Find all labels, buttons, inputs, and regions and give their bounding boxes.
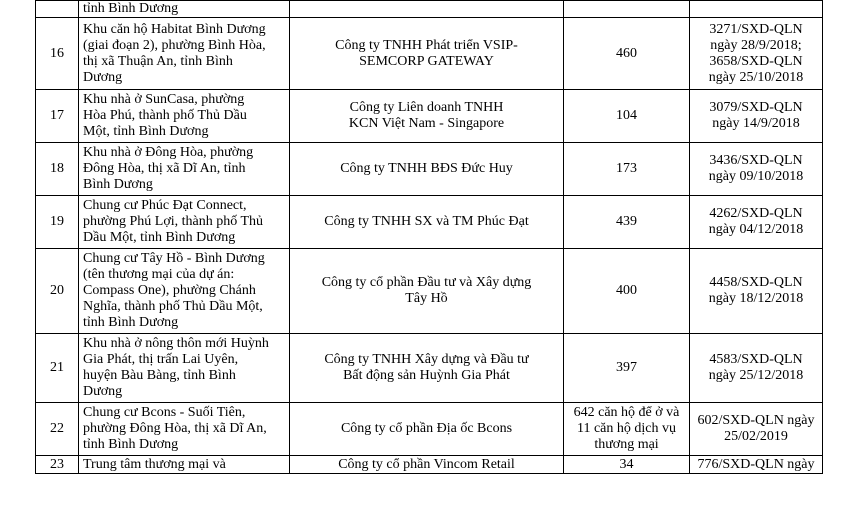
- units-cell: [564, 334, 690, 403]
- document-cell: [690, 90, 823, 143]
- investor-cell: [290, 18, 564, 90]
- project-name-line: Gia Phát, thị trấn Lai Uyên,: [83, 352, 239, 367]
- investor-cell: [290, 1, 564, 18]
- units-value: 400: [616, 283, 637, 298]
- project-name-line: Dương: [83, 69, 123, 85]
- document-line: 25/02/2019: [724, 429, 788, 444]
- project-name-line: Khu nhà ở nông thôn mới Huỳnh: [83, 336, 269, 351]
- project-name-cell: [79, 143, 290, 196]
- document-line: ngày 18/12/2018: [708, 291, 804, 306]
- project-name-continuation: tỉnh Bình Dương: [83, 1, 179, 16]
- project-name-line: Dương: [83, 384, 123, 399]
- units-cell: [564, 456, 690, 474]
- document-line: ngày 25/12/2018: [708, 368, 804, 383]
- investor-line: Tây Hồ: [405, 291, 448, 306]
- row-number: 16: [36, 18, 79, 90]
- table-row: [36, 90, 823, 143]
- investor-line: KCN Việt Nam - Singapore: [348, 116, 505, 131]
- table-row: [36, 334, 823, 403]
- project-name-cell: [79, 196, 290, 249]
- document-cell: [690, 143, 823, 196]
- units-cell: [564, 90, 690, 143]
- project-name-line: huyện Bàu Bàng, tỉnh Bình: [83, 368, 236, 383]
- project-name-line: phường Đông Hòa, thị xã Dĩ An,: [83, 421, 267, 436]
- row-number: 19: [36, 196, 79, 249]
- units-value: 439: [616, 214, 637, 229]
- units-line: 642 căn hộ để ở và: [573, 405, 680, 420]
- investor-cell: [290, 196, 564, 249]
- table-row: [36, 456, 823, 474]
- table-row: [36, 18, 823, 90]
- table-row: [36, 403, 823, 456]
- investor-line: Công ty TNHH SX và TM Phúc Đạt: [324, 214, 529, 229]
- investor-cell: [290, 90, 564, 143]
- document-line: 602/SXD-QLN ngày: [697, 413, 815, 428]
- project-name-line: Đông Hòa, thị xã Dĩ An, tỉnh: [83, 161, 246, 176]
- row-number: 18: [36, 143, 79, 196]
- document-line: 3079/SXD-QLN: [709, 100, 803, 115]
- units-cell: [564, 249, 690, 334]
- project-name-line: Dầu Một, tỉnh Bình Dương: [83, 230, 236, 245]
- document-cell: [690, 18, 823, 90]
- project-name-cell: [79, 456, 290, 474]
- row-number: 17: [36, 90, 79, 143]
- document-line: ngày 09/10/2018: [708, 169, 804, 184]
- project-name-cell: [79, 18, 290, 90]
- document-cell: [690, 403, 823, 456]
- document-line: 4458/SXD-QLN: [709, 275, 803, 290]
- investor-cell: [290, 334, 564, 403]
- document-cell: [690, 249, 823, 334]
- project-name-line: Nghĩa, thành phố Thủ Dầu Một,: [83, 299, 263, 314]
- units-cell: [564, 143, 690, 196]
- table-row: [36, 249, 823, 334]
- document-cell: [690, 456, 823, 474]
- investor-cell: [290, 143, 564, 196]
- row-number: 20: [36, 249, 79, 334]
- project-name-line: Khu căn hộ Habitat Bình Dương: [83, 21, 266, 37]
- document-line: ngày 25/10/2018: [708, 69, 804, 85]
- investor-cell: [290, 403, 564, 456]
- document-line: 776/SXD-QLN ngày: [697, 456, 815, 472]
- project-name-cell: [79, 1, 290, 18]
- project-name-cell: [79, 334, 290, 403]
- project-name-line: Một, tỉnh Bình Dương: [83, 124, 209, 139]
- project-name-line: Chung cư Tây Hồ - Bình Dương: [83, 251, 265, 266]
- units-value: 104: [616, 108, 637, 123]
- investor-line: Công ty cổ phần Vincom Retail: [338, 456, 515, 472]
- document-cell: [690, 1, 823, 18]
- units-cell: [564, 196, 690, 249]
- investor-line: Công ty TNHH BĐS Đức Huy: [340, 161, 513, 176]
- units-line: 11 căn hộ dịch vụ: [576, 421, 676, 436]
- table-row: [36, 143, 823, 196]
- document-line: 3658/SXD-QLN: [709, 53, 803, 69]
- document-line: 3271/SXD-QLN: [709, 21, 803, 37]
- investor-line: Công ty cổ phần Địa ốc Bcons: [340, 421, 513, 436]
- document-cell: [690, 196, 823, 249]
- project-name-line: thị xã Thuận An, tỉnh Bình: [83, 53, 233, 69]
- project-name-line: tỉnh Bình Dương: [83, 315, 179, 330]
- units-line: thương mại: [594, 437, 659, 452]
- project-name-cell: [79, 90, 290, 143]
- project-name-line: tỉnh Bình Dương: [83, 437, 179, 452]
- units-cell: [564, 18, 690, 90]
- project-name-line: Trung tâm thương mại và: [83, 456, 226, 472]
- row-number: 21: [36, 334, 79, 403]
- units-value: 34: [619, 456, 634, 472]
- project-name-cell: [79, 403, 290, 456]
- housing-projects-table: [35, 0, 823, 474]
- investor-line: Bất động sản Huỳnh Gia Phát: [343, 368, 510, 383]
- units-value: 173: [616, 161, 637, 176]
- document-line: 4583/SXD-QLN: [709, 352, 803, 367]
- units-value: 397: [616, 360, 637, 375]
- project-name-line: Khu nhà ở Đông Hòa, phường: [83, 145, 254, 160]
- units-cell: [564, 1, 690, 18]
- project-name-line: (giai đoạn 2), phường Bình Hòa,: [83, 37, 266, 53]
- investor-cell: [290, 456, 564, 474]
- row-number: 22: [36, 403, 79, 456]
- investor-line: Công ty TNHH Phát triển VSIP-: [335, 37, 518, 53]
- investor-line: Công ty Liên doanh TNHH: [349, 100, 504, 115]
- units-cell: [564, 403, 690, 456]
- project-name-line: Hòa Phú, thành phố Thủ Dầu: [83, 108, 247, 123]
- project-name-line: Compass One), phường Chánh: [83, 283, 256, 298]
- row-number-cell: [36, 1, 79, 18]
- project-name-line: phường Phú Lợi, thành phố Thủ: [83, 214, 264, 229]
- investor-line: Công ty TNHH Xây dựng và Đầu tư: [324, 352, 529, 367]
- document-line: 4262/SXD-QLN: [709, 206, 803, 221]
- table-row-continuation: [36, 1, 823, 18]
- investor-line: SEMCORP GATEWAY: [359, 53, 494, 69]
- table-row: [36, 196, 823, 249]
- project-name-line: Khu nhà ở SunCasa, phường: [83, 92, 245, 107]
- investor-cell: [290, 249, 564, 334]
- project-name-line: Chung cư Phúc Đạt Connect,: [83, 198, 247, 213]
- project-name-line: Chung cư Bcons - Suối Tiên,: [83, 405, 246, 420]
- project-name-line: Bình Dương: [83, 177, 153, 192]
- investor-line: Công ty cổ phần Đầu tư và Xây dựng: [321, 275, 532, 290]
- document-line: ngày 28/9/2018;: [710, 37, 802, 53]
- project-name-cell: [79, 249, 290, 334]
- document-line: ngày 14/9/2018: [712, 116, 800, 131]
- document-line: ngày 04/12/2018: [708, 222, 804, 237]
- document-line: 3436/SXD-QLN: [709, 153, 803, 168]
- row-number: 23: [36, 456, 79, 474]
- units-value: 460: [616, 45, 637, 61]
- document-cell: [690, 334, 823, 403]
- project-name-line: (tên thương mại của dự án:: [83, 267, 235, 282]
